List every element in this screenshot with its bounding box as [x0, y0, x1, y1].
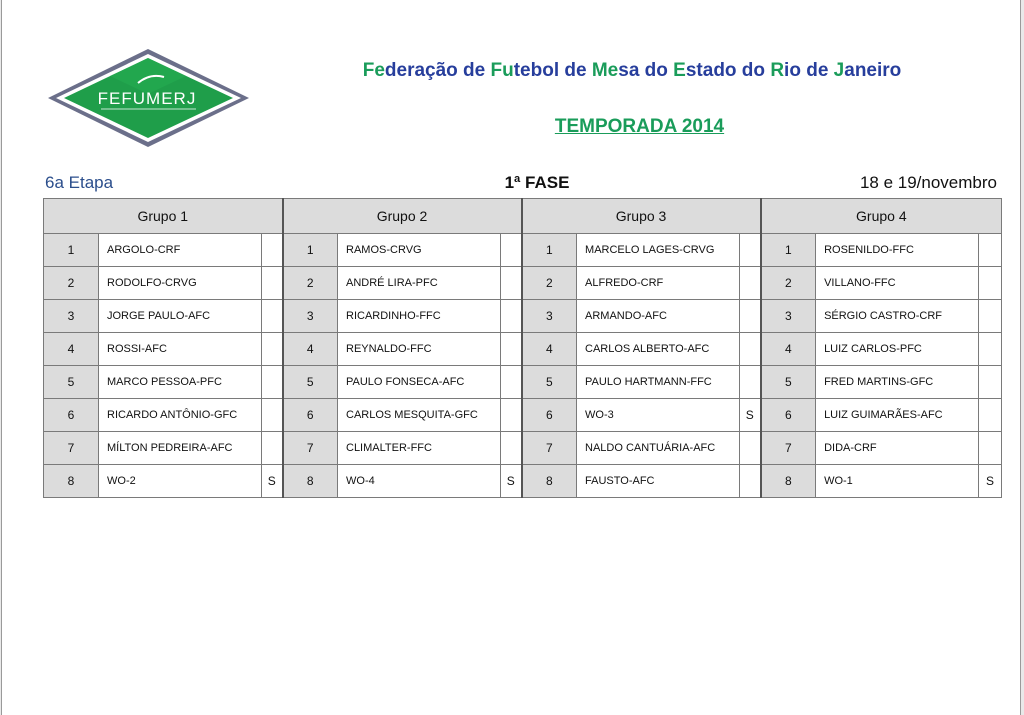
document-page: [1, 0, 1021, 715]
player-position: 3: [761, 300, 816, 333]
player-name: DIDA-CRF: [816, 432, 979, 465]
player-position: 1: [761, 234, 816, 267]
player-name: PAULO FONSECA-AFC: [338, 366, 501, 399]
player-mark: S: [740, 399, 761, 432]
player-mark: [979, 300, 1002, 333]
phase-label: 1ª FASE: [504, 173, 570, 192]
player-name: PAULO HARTMANN-FFC: [577, 366, 740, 399]
title-segment: aneiro: [844, 60, 902, 81]
player-mark: [262, 399, 283, 432]
logo-text: FEFUMERJ: [97, 89, 197, 108]
player-mark: [501, 267, 522, 300]
player-name: REYNALDO-FFC: [338, 333, 501, 366]
player-position: 3: [522, 300, 577, 333]
player-name: ARMANDO-AFC: [577, 300, 740, 333]
player-position: 7: [44, 432, 99, 465]
group-header: Grupo 1: [44, 199, 283, 234]
player-mark: [740, 300, 761, 333]
player-position: 4: [44, 333, 99, 366]
player-mark: [501, 432, 522, 465]
player-name: VILLANO-FFC: [816, 267, 979, 300]
title-segment: E: [673, 60, 686, 81]
player-name: LUIZ GUIMARÃES-AFC: [816, 399, 979, 432]
table-row: [44, 465, 1002, 498]
player-name: WO-4: [338, 465, 501, 498]
player-position: 2: [761, 267, 816, 300]
title-segment: tebol de: [513, 60, 592, 81]
player-position: 5: [761, 366, 816, 399]
player-name: ANDRÉ LIRA-PFC: [338, 267, 501, 300]
player-name: RICARDINHO-FFC: [338, 300, 501, 333]
fefumerj-logo: [46, 47, 251, 149]
player-position: 1: [44, 234, 99, 267]
player-name: ROSSI-AFC: [99, 333, 262, 366]
table-row: [44, 333, 1002, 366]
title-segment: R: [770, 60, 785, 81]
title-segment: Fu: [490, 60, 514, 81]
player-mark: [501, 333, 522, 366]
player-mark: [979, 432, 1002, 465]
player-position: 8: [761, 465, 816, 498]
player-name: ARGOLO-CRF: [99, 234, 262, 267]
player-name: WO-2: [99, 465, 262, 498]
player-position: 7: [761, 432, 816, 465]
player-mark: [262, 366, 283, 399]
player-position: 7: [283, 432, 338, 465]
player-name: RODOLFO-CRVG: [99, 267, 262, 300]
player-position: 6: [522, 399, 577, 432]
player-mark: [501, 399, 522, 432]
player-mark: [262, 333, 283, 366]
player-mark: [262, 234, 283, 267]
table-row: [44, 234, 1002, 267]
player-name: SÉRGIO CASTRO-CRF: [816, 300, 979, 333]
player-name: NALDO CANTUÁRIA-AFC: [577, 432, 740, 465]
player-mark: [740, 234, 761, 267]
player-name: FAUSTO-AFC: [577, 465, 740, 498]
player-position: 6: [44, 399, 99, 432]
player-position: 1: [283, 234, 338, 267]
table-row: [44, 300, 1002, 333]
player-name: ROSENILDO-FFC: [816, 234, 979, 267]
player-name: WO-1: [816, 465, 979, 498]
table-row: [44, 399, 1002, 432]
player-name: CARLOS ALBERTO-AFC: [577, 333, 740, 366]
player-position: 3: [44, 300, 99, 333]
federation-title: [282, 60, 982, 82]
player-mark: [262, 267, 283, 300]
title-segment: Me: [591, 60, 619, 81]
player-mark: [501, 300, 522, 333]
player-name: FRED MARTINS-GFC: [816, 366, 979, 399]
player-name: LUIZ CARLOS-PFC: [816, 333, 979, 366]
date-label: 18 e 19/novembro: [859, 173, 997, 192]
player-mark: S: [501, 465, 522, 498]
player-mark: [979, 234, 1002, 267]
group-header: Grupo 4: [761, 199, 1002, 234]
title-segment: sa do: [618, 60, 674, 81]
player-name: CARLOS MESQUITA-GFC: [338, 399, 501, 432]
player-position: 7: [522, 432, 577, 465]
player-position: 2: [283, 267, 338, 300]
title-segment: deração de: [384, 60, 491, 81]
player-position: 6: [283, 399, 338, 432]
player-mark: [262, 432, 283, 465]
player-position: 3: [283, 300, 338, 333]
player-mark: [740, 432, 761, 465]
player-mark: [262, 300, 283, 333]
player-name: MARCO PESSOA-PFC: [99, 366, 262, 399]
player-position: 8: [522, 465, 577, 498]
group-header: Grupo 3: [522, 199, 761, 234]
title-segment: io de: [784, 60, 834, 81]
player-position: 5: [522, 366, 577, 399]
player-name: JORGE PAULO-AFC: [99, 300, 262, 333]
player-mark: [979, 333, 1002, 366]
player-mark: S: [262, 465, 283, 498]
season-title: TEMPORADA 2014: [554, 116, 725, 137]
player-position: 8: [44, 465, 99, 498]
group-header: Grupo 2: [283, 199, 522, 234]
player-position: 4: [283, 333, 338, 366]
player-name: MARCELO LAGES-CRVG: [577, 234, 740, 267]
player-position: 1: [522, 234, 577, 267]
player-mark: [740, 333, 761, 366]
player-mark: [979, 267, 1002, 300]
player-mark: [501, 366, 522, 399]
groups-table: [43, 198, 1002, 498]
player-position: 2: [522, 267, 577, 300]
player-mark: [979, 366, 1002, 399]
player-name: ALFREDO-CRF: [577, 267, 740, 300]
title-segment: J: [833, 60, 845, 81]
table-row: [44, 366, 1002, 399]
table-row: [44, 267, 1002, 300]
player-mark: S: [979, 465, 1002, 498]
player-position: 2: [44, 267, 99, 300]
player-position: 6: [761, 399, 816, 432]
player-position: 8: [283, 465, 338, 498]
player-name: WO-3: [577, 399, 740, 432]
player-mark: [740, 366, 761, 399]
player-position: 4: [761, 333, 816, 366]
player-name: RICARDO ANTÔNIO-GFC: [99, 399, 262, 432]
player-position: 5: [44, 366, 99, 399]
stage-label: 6a Etapa: [45, 173, 114, 192]
player-mark: [740, 465, 761, 498]
player-name: MÍLTON PEDREIRA-AFC: [99, 432, 262, 465]
player-name: RAMOS-CRVG: [338, 234, 501, 267]
table-row: [44, 432, 1002, 465]
player-mark: [501, 234, 522, 267]
title-segment: stado do: [685, 60, 771, 81]
player-position: 4: [522, 333, 577, 366]
player-name: CLIMALTER-FFC: [338, 432, 501, 465]
title-segment: Fe: [362, 60, 385, 81]
player-position: 5: [283, 366, 338, 399]
player-mark: [979, 399, 1002, 432]
player-mark: [740, 267, 761, 300]
